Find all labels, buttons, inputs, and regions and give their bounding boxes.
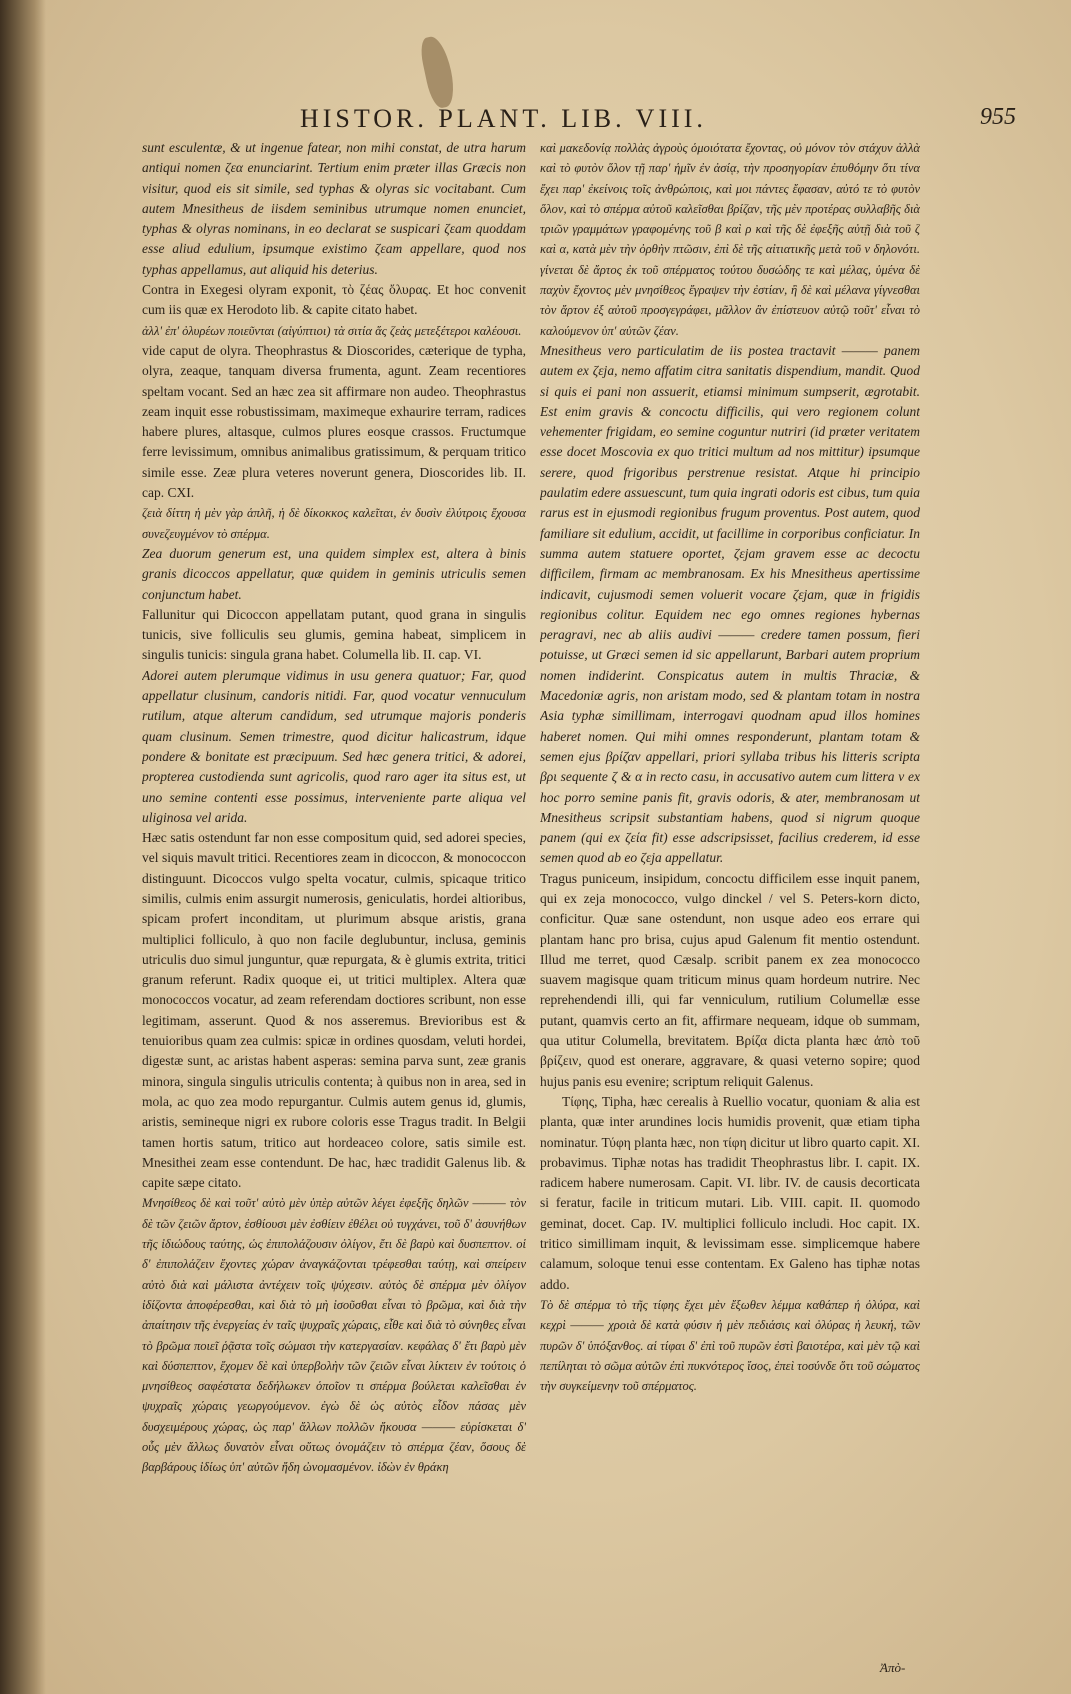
left-para-8: Adorei autem plerumque vidimus in usu genera quatuor; Far, quod appellatur clusinum, candoris nitidi. Far, quod vocatur vennuculum rutilum, atque alterum candidum, sed utrumque majoris ponderis quam clusinum. Semen trimestre, quod dicitur halicastrum, idque pondere & bonitate est præcipuum. Sed hæc genera tritici, & adorei, propterea custodienda sunt agricolis, quod raro ager ita situs est, ut uno semine contenti esse possimus, interveniente parte aliqua vel uliginosa vel arida. bbox=[142, 667, 526, 825]
right-para-4: Τίφης, Tipha, hæc cerealis à Ruellio vocatur, quoniam & alia est planta, quæ inter arundines locis humidis provenit, quæ etiam tipha nominatur. Τύφη planta hæc, non τίφη dicitur ut libro quarto capit. XI. probavimus. Tiphæ notas has tradidit Theophrastus libr. I. capit. IX. radicem habere numerosam. Capit. VI. libr. IV. de causis decorticata si feratur, facile in triticum mutari. Lib. VIII. capit. II. quomodo geminat, docet. Cap. IV. multiplici folliculo includi. Hoc capit. IX. tritico simillimam inquit, & levissimam esse. simplicemque habere calamum, soloque tenui esse contentam. Ex Galeno has tiphæ notas addo. bbox=[540, 1093, 920, 1292]
left-para-10: Μνησίθεος δὲ καὶ τοῦτ' αὐτὸ μὲν ὑπὲρ αὐτῶν λέγει ἐφεξῆς δηλῶν ——— τὸν δὲ τῶν ζειῶν ἄρτον, ἐσθίουσι μὲν ἐσθίειν ἐθέλει οὐ τυγχάνει, τοῦ δ' ἀσυνήθων τῆς ἰδιώδους ταύτης, ὡς ἐπιπολάζουσιν ὀλίγον, ἔτι δὲ βαρὺ καὶ δυσπεπτον. οἱ δ' ἐπιπολάζειν ἔχοντες χώραν ἀναγκάζονται τρέφεσθαι ταύτῃ, καὶ σπείρειν αὐτὸ διὰ καὶ μάλιστα ἀντέχειν τοῖς ψύχεσιν. αὐτὸς δὲ σπέρμα μὲν ὀλίγον ἰδίζοντα ἀποφέρεσθαι, καὶ διὰ τὸ μὴ ἰσοῦσθαι εἶναι τὸ βρῶμα, καὶ διὰ τὴν ἀπαίτησιν τῆς ἐνεργείας ἐν ταῖς ψυχραῖς χώραις, εἶθε καὶ διὰ τὸ σύνηθες εἶναι τὸ βρῶμα ποιεῖ ῥᾷστα τοῖς σώμασι τὴν κατεργασίαν. κεφάλας δ' ἔτι βαρὺ μὲν καὶ δύσπεπτον, ἔχομεν δὲ καὶ ὑπερβολὴν τῶν ζειῶν εἶναι λίκτειν ἐν τούτοις ὁ μνησίθεος σαφέστατα δεδήλωκεν ὁποῖον τι σπέρμα βούλεται καλεῖσθαι ἐν ψυχραῖς χώραις γεωργούμενον. ἐγὼ δὲ ὡς αὐτὸς εἶδον πάσας μὲν δυσχειμέρους χώρας, ὡς παρ' ἄλλων πολλῶν ἤκουσα ——— εὑρίσκεται δ' οὖς μὲν ἄλλως δυνατὸν εἶναι οὕτως ὀνομάζειν τὸ σπέρμα ζέαν, ὅσους δὲ βαρβάρους ἰδίως ὑπ' αὐτῶν ἤδη ὠνομασμένον. ἰδὼν ἐν θράκη bbox=[142, 1196, 526, 1475]
paper-stain bbox=[418, 34, 458, 110]
left-column bbox=[142, 138, 526, 1638]
page-number: 955 bbox=[980, 104, 1016, 130]
right-para-3: Tragus puniceum, insipidum, concoctu difficilem esse inquit panem, qui ex zeja monococco, vulgo dinckel / vel S. Peters-korn dicto, conficitur. Quæ sane ostendunt, non usque adeo eos errare qui plantam hanc pro brisa, cujus apud Galenum fit mentio ostendunt. Illud me terret, quod Cæsalp. scribit panem ex zea monococco suavem magisque quam triticum minus quam hordeum nutrire. Nec reprehendendi illi, qui far venniculum, rutilium Columellæ esse putant, quamvis certo an fit, affirmare nequeam, idque ob summam, qua utitur Columella, brevitatem. Βρίζα dicta planta hæc ἀπὸ τοῦ βρίζειν, quod est onerare, aggravare, & quasi veterno sopire; quod hujus panis esu evenire; scriptum reliquit Galenus. bbox=[540, 870, 920, 1089]
left-para-6: Zea duorum generum est, una quidem simplex est, altera à binis granis dicoccos appellatur, quæ quidem in geminis utriculis semen conjunctum habet. bbox=[142, 545, 526, 602]
left-para-3: ἀλλ' ἐπ' ὀλυρέων ποιεῦνται (αἰγύπτιοι) τὰ σιτία ἅς ζεὰς μετεξέτεροι καλέουσι. bbox=[142, 323, 522, 338]
left-para-4: vide caput de olyra. Theophrastus & Dioscorides, cæterique de typha, olyra, zeaque, tanquam diversa frumenta, agunt. Zeam recentiores speltam vocant. Sed an hæc zea sit affirmare non audeo. Theophrastus zeam inquit esse robustissimam, maximeque exhaurire terram, radices habere plures, altasque, culmos plures eosque crassos. Fructumque ferre levissimum, omnibus animalibus gratissimum, & perquam tritico simile esse. Zeæ plura veteres noverunt genera, Dioscorides lib. II. cap. CXI. bbox=[142, 342, 526, 501]
right-column bbox=[540, 138, 920, 1638]
right-para-1: καὶ μακεδονίᾳ πολλὰς ἀγροὺς ὁμοιότατα ἔχοντας, οὐ μόνον τὸν στάχυν ἀλλὰ καὶ τὸ φυτὸν ὅλον τῇ παρ' ἡμῖν ἐν ἀσίᾳ, τὴν προσηγορίαν ἐπυθόμην ὅτι τίνα ἔχει παρ' ἐκείνοις τοῖς ἀνθρώποις, καὶ μοι πάντες ἔφασαν, αὐτό τε τὸ φυτὸν ὅλον, καὶ τὸ σπέρμα αὐτοῦ καλεῖσθαι βρίζαν, τῆς μὲν προτέρας συλλαβῆς διὰ τριῶν γραμμάτων γραφομένης τοῦ β καὶ ρ καὶ τῆς δὲ ἐφεξῆς αὐτῇ διὰ τοῦ ζ καὶ α, κατὰ μὲν τὴν ὀρθὴν πτῶσιν, ἐπὶ δὲ τῆς αἰτιατικῆς μετὰ τοῦ ν δηλονότι. γίνεται δὲ ἄρτος ἐκ τοῦ σπέρματος τούτου δυσώδης τε καὶ μέλας, ὑμένα δὲ παχὺν ἔχοντος μὲν μνησίθεος ἔγραψεν τὴν ἐστίαν, ἢ δὲ καὶ μέλανα γίγνεσθαι τὸν ἄρτον ἐξ αὐτοῦ προσγεγράφει, μᾶλλον ἂν ἐπίστευον αὐτῷ τοῦτ' εἶναι τὸ καλούμενον ὑπ' αὐτῶν ζέαν. bbox=[540, 141, 920, 338]
right-para-5: Τὸ δὲ σπέρμα τὸ τῆς τίφης ἔχει μὲν ἔξωθεν λέμμα καθάπερ ἡ ὀλύρα, καὶ κεχρὶ ——— χροιὰ δὲ κατὰ φύσιν ἡ μὲν πεδιάσις καὶ ὀλύρας ἡ λευκή, τῶν πυρῶν δ' ὑπόξανθος. αἱ τίφαι δ' ἐπὶ τοῦ πυρῶν ἐστὶ βαιοτέρα, καὶ μὲν τῷ καὶ πεπίληται τὸ σῶμα αὐτῶν ἐπὶ πυκνότερος ἴσος, ἐπεὶ τοσύνδε ὅτι τοῦ σώματος τὴν συγκείμενην τοῦ σπέρματος. bbox=[540, 1297, 920, 1394]
left-para-1: sunt esculentæ, & ut ingenue fatear, non mihi constat, de utra harum antiqui nomen ζεα enunciarint. Tertium enim præter illas Græcis non visitur, quod eis sit simile, sed typhas & olyras sic vocitabant. Cum autem Mnesitheus de iisdem seminibus utrumque nomen enunciet, typhas & olyras nominans, in eo declarat se suspicari ζεam quoddam esse aliud edulium, ipsumque existimo ζεam appellare, quod nos typhas appellamus, aut aliquid his deterius. bbox=[142, 140, 526, 277]
left-para-5: ζειὰ δίττη ἡ μὲν γὰρ ἁπλῆ, ἡ δὲ δίκοκκος καλεῖται, ἐν δυσὶν ἐλύτροις ἔχουσα συνεζευγμένον τὸ σπέρμα. bbox=[142, 506, 526, 541]
catchword: Ἀπὸ- bbox=[880, 1660, 906, 1675]
running-title: HISTOR. PLANT. LIB. VIII. bbox=[300, 104, 707, 133]
right-para-2: Mnesitheus vero particulatim de iis postea tractavit ——— panem autem ex ζεja, nemo affatim citra sanitatis dispendium, mandit. Quod si quis ei pani non assuerit, etiamsi minimum sumpserit, ægrotabit. Est enim gravis & concoctu difficilis, qui vero regionem colunt vehementer frigidam, eo semine coguntur nutriri (id præter veritatem esse docet Moscovia ex quo tritici multum ad nos mittitur) ipsumque serere, quod frigoribus perstrenue resistat. Atque hi principio paulatim edere assuescunt, tum quia ingrati odoris est cibus, tum quia rarus est in ejusmodi regionibus frugum proventus. Post autem, quod familiare sit edulium, accidit, ut facillime in corporibus conficiatur. In summa autem statuere oportet, ζεjam gravem esse ac decoctu difficilem, firmam ac membranosam. Ex his Mnesitheus apertissime indicavit, cujusmodi semen voluerit vocare ζεjam, quæ in frigidis regionibus colitur. Equidem nec ego omnes regiones hybernas peragravi, nec ab aliis audivi ——— credere tamen possum, fieri potuisse, ut Græci semen id sic appellarunt, Barbari autem proprium nomen indiderint. Conspicatus autem in multis Thraciæ, & Macedoniæ agris, non aristam modo, sed & plantam totam in nostra Asia typhæ simillimam, interrogavi quodnam apud illos homines haberet nomen. Qui mihi omnes responderunt, plantam totam & semen ejus βρίζαν appellari, priori syllaba tribus his litteris scripta βρι sequente ζ & α in recto casu, in accusativo autem cum littera ν ex hoc porro semine panis fit, gravis odoris, & ater, membranosam ut Mnesitheus scripsit substantiam habens, quod si nigrum quoque panem (qui ex ζεία fit) esse adscripsisset, facilius crederem, id esse semen quod ab eo ζεja appellatur. bbox=[540, 342, 920, 866]
binding-gutter bbox=[0, 0, 46, 1694]
left-para-2: Contra in Exegesi olyram exponit, τὸ ζέας ὄλυρας. Et hoc convenit cum iis quæ ex Herodoto lib. & capite citato habet. bbox=[142, 282, 526, 318]
left-para-9: Hæc satis ostendunt far non esse compositum quid, sed adorei species, vel siquis mavult tritici. Recentiores zeam in dicoccon, & monococcon distinguunt. Dicoccos vulgo spelta vocatur, culmis, spicaque tritico similis, culmis enim assurgit numerosis, geniculatis, hordei altioribus, spicam profert inconditam, ut plurimum absque aristis, grana multiplici folliculo, à quo non facile deglubuntur, inclusa, geminis utriculis duo simul junguntur, quæ repurgata, & è glumis extrita, tritici granum referunt. Radix quoque ei, ut tritici multiplex. Altera quæ monococcos vocatur, ad zeam referendam doctiores scribunt, non esse legitimam, asserunt. Quod & nos asseremus. Brevioribus est & tenuioribus quam zea culmis: spicæ in ordines quosdam, veluti hordei, digestæ sunt, ac aristas habent asperas: semina parva sunt, zeæ granis minora, singula singulis utriculis contenta; à quibus non in area, sed in mola, ac quo zea modo repurgantur. Culmis autem genus id, glumis, aristis, semineque nigri ex rubore coloris esse Tragus tradit. In Belgii tamen hortis satum, tritico aut hordeaceo colore, satis simile est. Mnesithei zeam esse contendunt. De hac, hæc tradidit Galenus lib. & capite sæpe citato. bbox=[142, 830, 526, 1191]
left-para-7: Fallunitur qui Dicoccon appellatam putant, quod grana in singulis tunicis, sive folliculis seu glumis, gemina habeat, simplicem in singulis tunicis: singula grana habet. Columella lib. II. cap. VI. bbox=[142, 606, 526, 663]
